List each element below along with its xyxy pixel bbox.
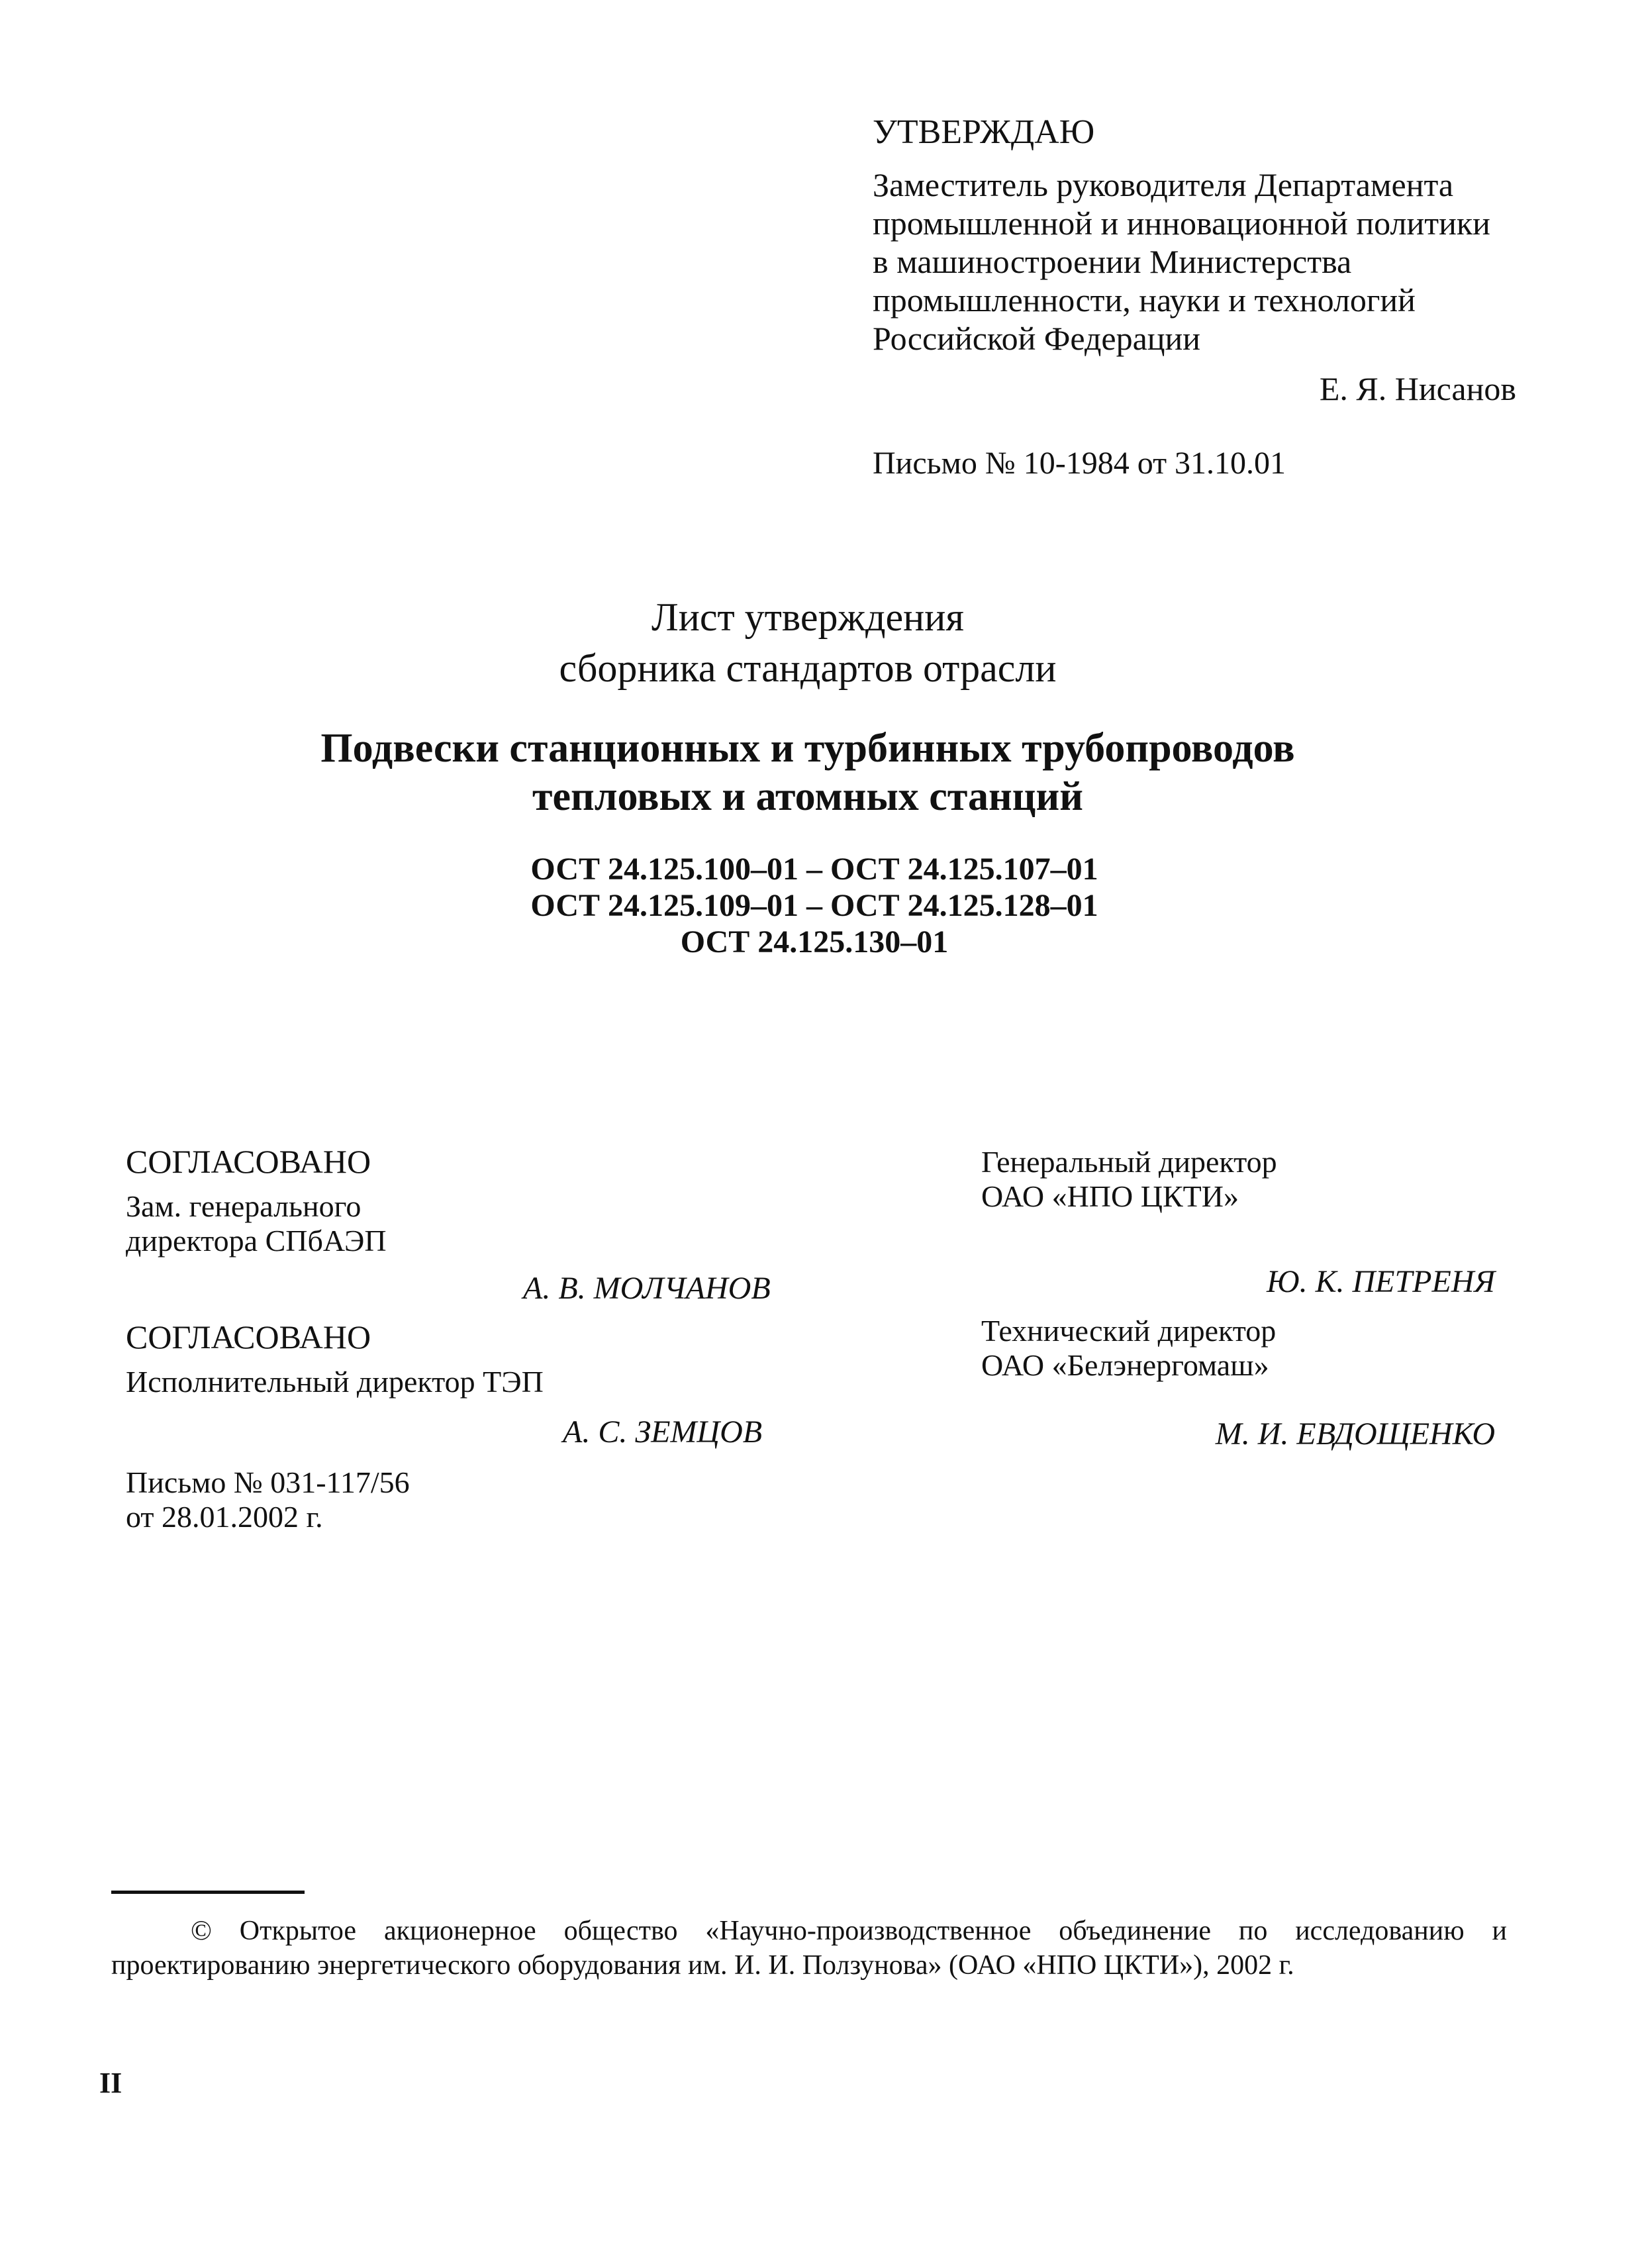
- general-director-position: Генеральный директор: [981, 1145, 1277, 1179]
- copyright-footnote: © Открытое акционерное общество «Научно-производственное объединение по исследованию и проектированию энергетического оборудования им. И. И. Ползунова» (ОАО «НПО ЦКТИ»), 2002 г.: [111, 1916, 1507, 1981]
- agreed-heading: СОГЛАСОВАНО: [126, 1318, 371, 1356]
- technical-director-signer: М. И. ЕВДОЩЕНКО: [1215, 1416, 1495, 1452]
- standard-range: ОСТ 24.125.100–01 – ОСТ 24.125.107–01: [530, 852, 1098, 887]
- standard-range: ОСТ 24.125.109–01 – ОСТ 24.125.128–01: [530, 888, 1098, 923]
- approval-line: Российской Федерации: [873, 320, 1201, 357]
- approval-line: промышленности, науки и технологий: [873, 281, 1416, 319]
- approval-heading: УТВЕРЖДАЮ: [873, 113, 1095, 151]
- page-number: II: [99, 2067, 122, 2099]
- general-director-organization: ОАО «НПО ЦКТИ»: [981, 1179, 1239, 1213]
- agreed-position: директора СПбАЭП: [126, 1224, 387, 1257]
- approval-letter-reference: Письмо № 10-1984 от 31.10.01: [873, 446, 1286, 481]
- document-title-line: Подвески станционных и турбинных трубопроводов: [320, 726, 1295, 771]
- standard-range: ОСТ 24.125.130–01: [680, 924, 949, 960]
- agreed-position: Зам. генерального: [126, 1189, 362, 1223]
- approval-position: [873, 166, 1535, 358]
- technical-director-position: Технический директор: [981, 1314, 1277, 1348]
- sheet-title: Лист утверждения: [652, 595, 964, 639]
- approval-line: Заместитель руководителя Департамента: [873, 166, 1454, 203]
- sheet-subtitle: сборника стандартов отрасли: [559, 646, 1057, 690]
- approval-line: в машиностроении Министерства: [873, 243, 1352, 280]
- agreed-position: Исполнительный директор ТЭП: [126, 1365, 544, 1399]
- approval-line: промышленной и инновационной политики: [873, 205, 1490, 242]
- approval-signer: Е. Я. Нисанов: [1319, 370, 1516, 407]
- footnote-divider: [111, 1891, 305, 1894]
- agreed-letter-date: от 28.01.2002 г.: [126, 1500, 323, 1534]
- agreed-letter-reference: Письмо № 031-117/56: [126, 1465, 410, 1499]
- general-director-signer: Ю. К. ПЕТРЕНЯ: [1267, 1264, 1495, 1299]
- technical-director-organization: ОАО «Белэнергомаш»: [981, 1348, 1269, 1382]
- agreed-signer: А. В. МОЛЧАНОВ: [523, 1271, 771, 1306]
- agreed-heading: СОГЛАСОВАНО: [126, 1143, 371, 1180]
- document-title-line: тепловых и атомных станций: [532, 774, 1083, 819]
- agreed-signer: А. С. ЗЕМЦОВ: [563, 1414, 763, 1450]
